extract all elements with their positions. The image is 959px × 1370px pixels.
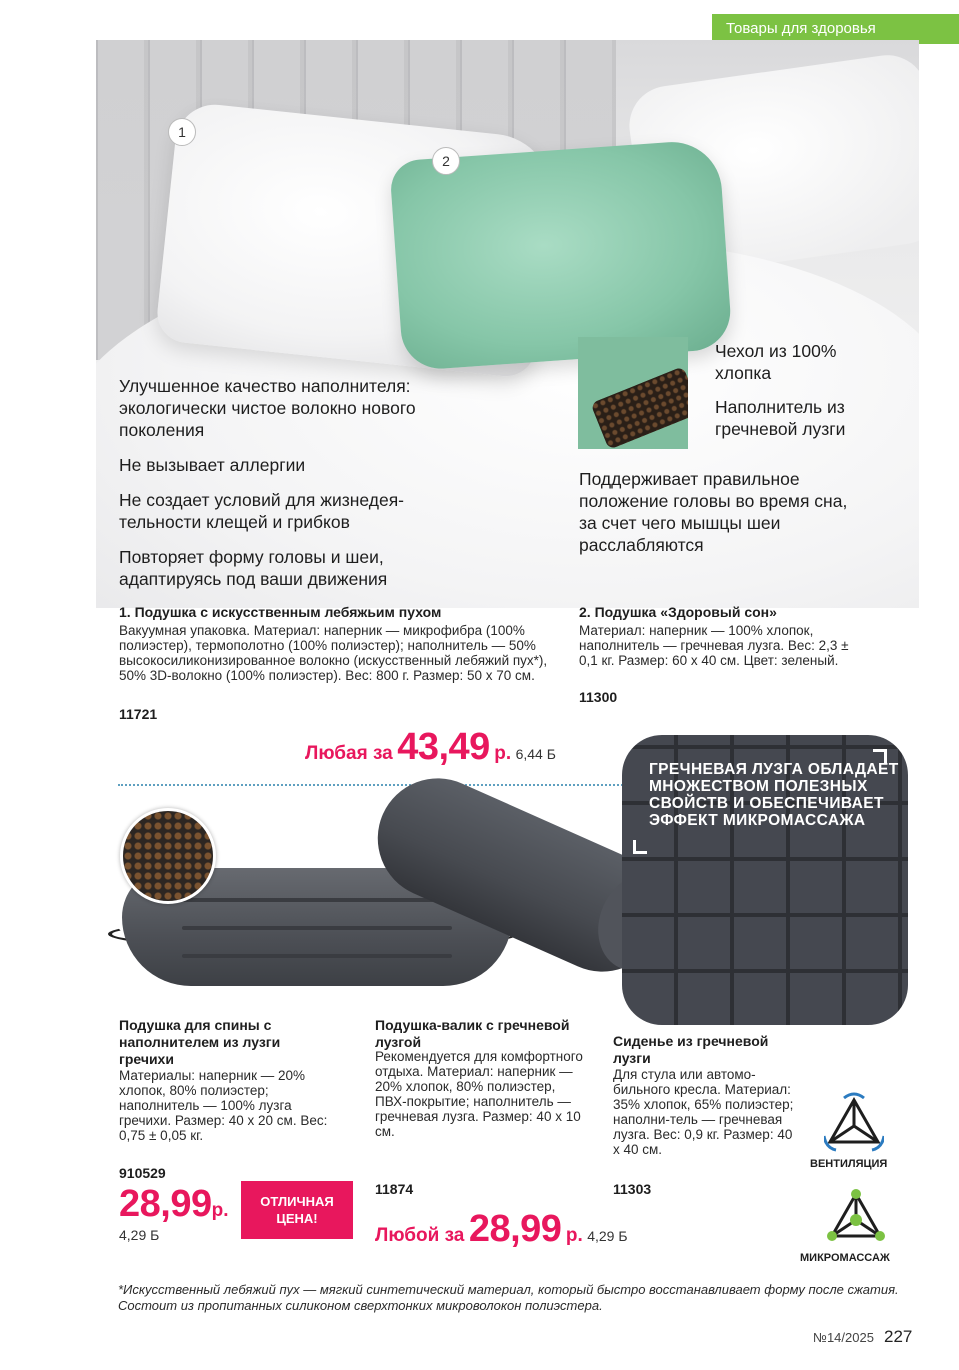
product-3-title: Подушка для спины с наполнителем из лузги гречихи xyxy=(119,1017,281,1067)
product-1-description: Вакуумная упаковка. Материал: наперник — микрофибра (100% полиэстер), термополотно (100% полиэстер); наполнитель — 50% высокосиликонизированное волокно (искусственный лебяжий пух*), 50% 3D-волокно (100% полиэстер). Вес: 800 г. Размер: 50 х 70 см. xyxy=(119,623,548,683)
marker-1: 1 xyxy=(168,118,196,146)
feature-no-mites: Не создает условий для жизнедея-тельности клещей и грибков xyxy=(119,490,405,532)
product-4-code: 11874 xyxy=(375,1181,414,1197)
product-2-title: 2. Подушка «Здоровый сон» xyxy=(579,604,777,620)
product-3-price-currency: р. xyxy=(211,1200,229,1221)
section-tab[interactable]: Товары для здоровья xyxy=(712,14,959,44)
price-any-bottom-points: 4,29 Б xyxy=(587,1228,628,1244)
product-3-points: 4,29 Б xyxy=(119,1227,160,1243)
section-divider xyxy=(118,784,638,786)
product-5-description: Для стула или автомо-бильного кресла. Материал: 35% хлопок, 65% полиэстер; наполни-тель — гречневая лузга. Вес: 0,9 кг. Размер: 40 х 40 см. xyxy=(613,1067,794,1157)
product-3-description: Материалы: наперник — 20% хлопок, 80% полиэстер; наполнитель — 100% лузга гречихи. Размер: 40 х 20 см. Вес: 0,75 ± 0,05 кг. xyxy=(119,1068,328,1143)
marker-2: 2 xyxy=(432,147,460,175)
price-any-bottom-amount: 28,99 xyxy=(468,1208,562,1250)
price-any-top-currency: р. xyxy=(494,743,512,764)
micromassage-label: МИКРОМАССАЖ xyxy=(800,1252,890,1264)
seat-overlay-text: ГРЕЧНЕВАЯ ЛУЗГА ОБЛАДАЕТ МНОЖЕСТВОМ ПОЛЕЗНЫХ СВОЙСТВ И ОБЕСПЕЧИВАЕТ ЭФФЕКТ МИКРОМАССАЖА xyxy=(649,761,899,829)
product-4-title: Подушка-валик с гречневой лузгой xyxy=(375,1017,570,1050)
product-3-code: 910529 xyxy=(119,1165,166,1181)
product-1-title: 1. Подушка с искусственным лебяжьим пухом xyxy=(119,604,442,620)
feature-hypoallergenic: Не вызывает аллергии xyxy=(119,455,306,475)
buckwheat-cutaway-image xyxy=(578,337,688,449)
price-any-bottom xyxy=(375,1208,628,1251)
product-4-description: Рекомендуется для комфортного отдыха. Материал: наперник — 20% хлопок, 80% полиэстер, ПВХ-покрытие; наполнитель — гречневая лузга. Размер: 40 х 10 см. xyxy=(375,1049,583,1139)
price-any-top-prefix: Любая за xyxy=(305,743,393,764)
micromassage-icon xyxy=(826,1186,886,1246)
issue-number: №14/2025 xyxy=(813,1330,874,1345)
page-number: 227 xyxy=(884,1327,913,1346)
feature-cotton-cover: Чехол из 100% хлопка xyxy=(715,341,837,383)
product-2-description: Материал: наперник — 100% хлопок, наполнитель — гречневая лузга. Вес: 2,3 ± 0,1 кг. Размер: 60 х 40 см. Цвет: зеленый. xyxy=(579,623,849,668)
product-1-code: 11721 xyxy=(119,706,158,722)
price-any-top-points: 6,44 Б xyxy=(515,746,556,762)
price-any-top-amount: 43,49 xyxy=(397,726,490,768)
product-2-code: 11300 xyxy=(579,689,618,705)
corner-mark-bottom xyxy=(633,840,647,854)
buckwheat-closeup-image xyxy=(120,808,216,904)
page-margin xyxy=(0,0,96,1370)
feature-buckwheat-filler: Наполнитель из гречневой лузги xyxy=(715,397,846,439)
price-any-top xyxy=(305,726,556,769)
price-any-bottom-prefix: Любой за xyxy=(375,1225,465,1246)
product-3-price-amount: 28,99 xyxy=(119,1183,212,1225)
footnote: *Искусственный лебяжий пух — мягкий синтетический материал, который быстро восстанавливает форму после сжатия. Состоит из пропитанных силиконом сверхтонких микроволокон полиэстера. xyxy=(118,1282,899,1313)
price-any-bottom-currency: р. xyxy=(565,1225,583,1246)
feature-head-support: Поддерживает правильное положение головы во время сна, за счет чего мышцы шеи расслабляются xyxy=(579,469,848,555)
feature-shape: Повторяет форму головы и шеи, адаптируясь под ваши движения xyxy=(119,547,388,589)
product-3-price xyxy=(119,1183,228,1226)
product-5-title: Сиденье из гречневой лузги xyxy=(613,1033,769,1066)
ventilation-label: ВЕНТИЛЯЦИЯ xyxy=(810,1158,888,1170)
product-5-code: 11303 xyxy=(613,1181,652,1197)
feature-filler-quality: Улучшенное качество наполнителя: экологически чистое волокно нового поколения xyxy=(119,376,416,440)
ventilation-icon xyxy=(824,1092,884,1152)
great-price-badge: ОТЛИЧНАЯ ЦЕНА! xyxy=(241,1181,353,1239)
